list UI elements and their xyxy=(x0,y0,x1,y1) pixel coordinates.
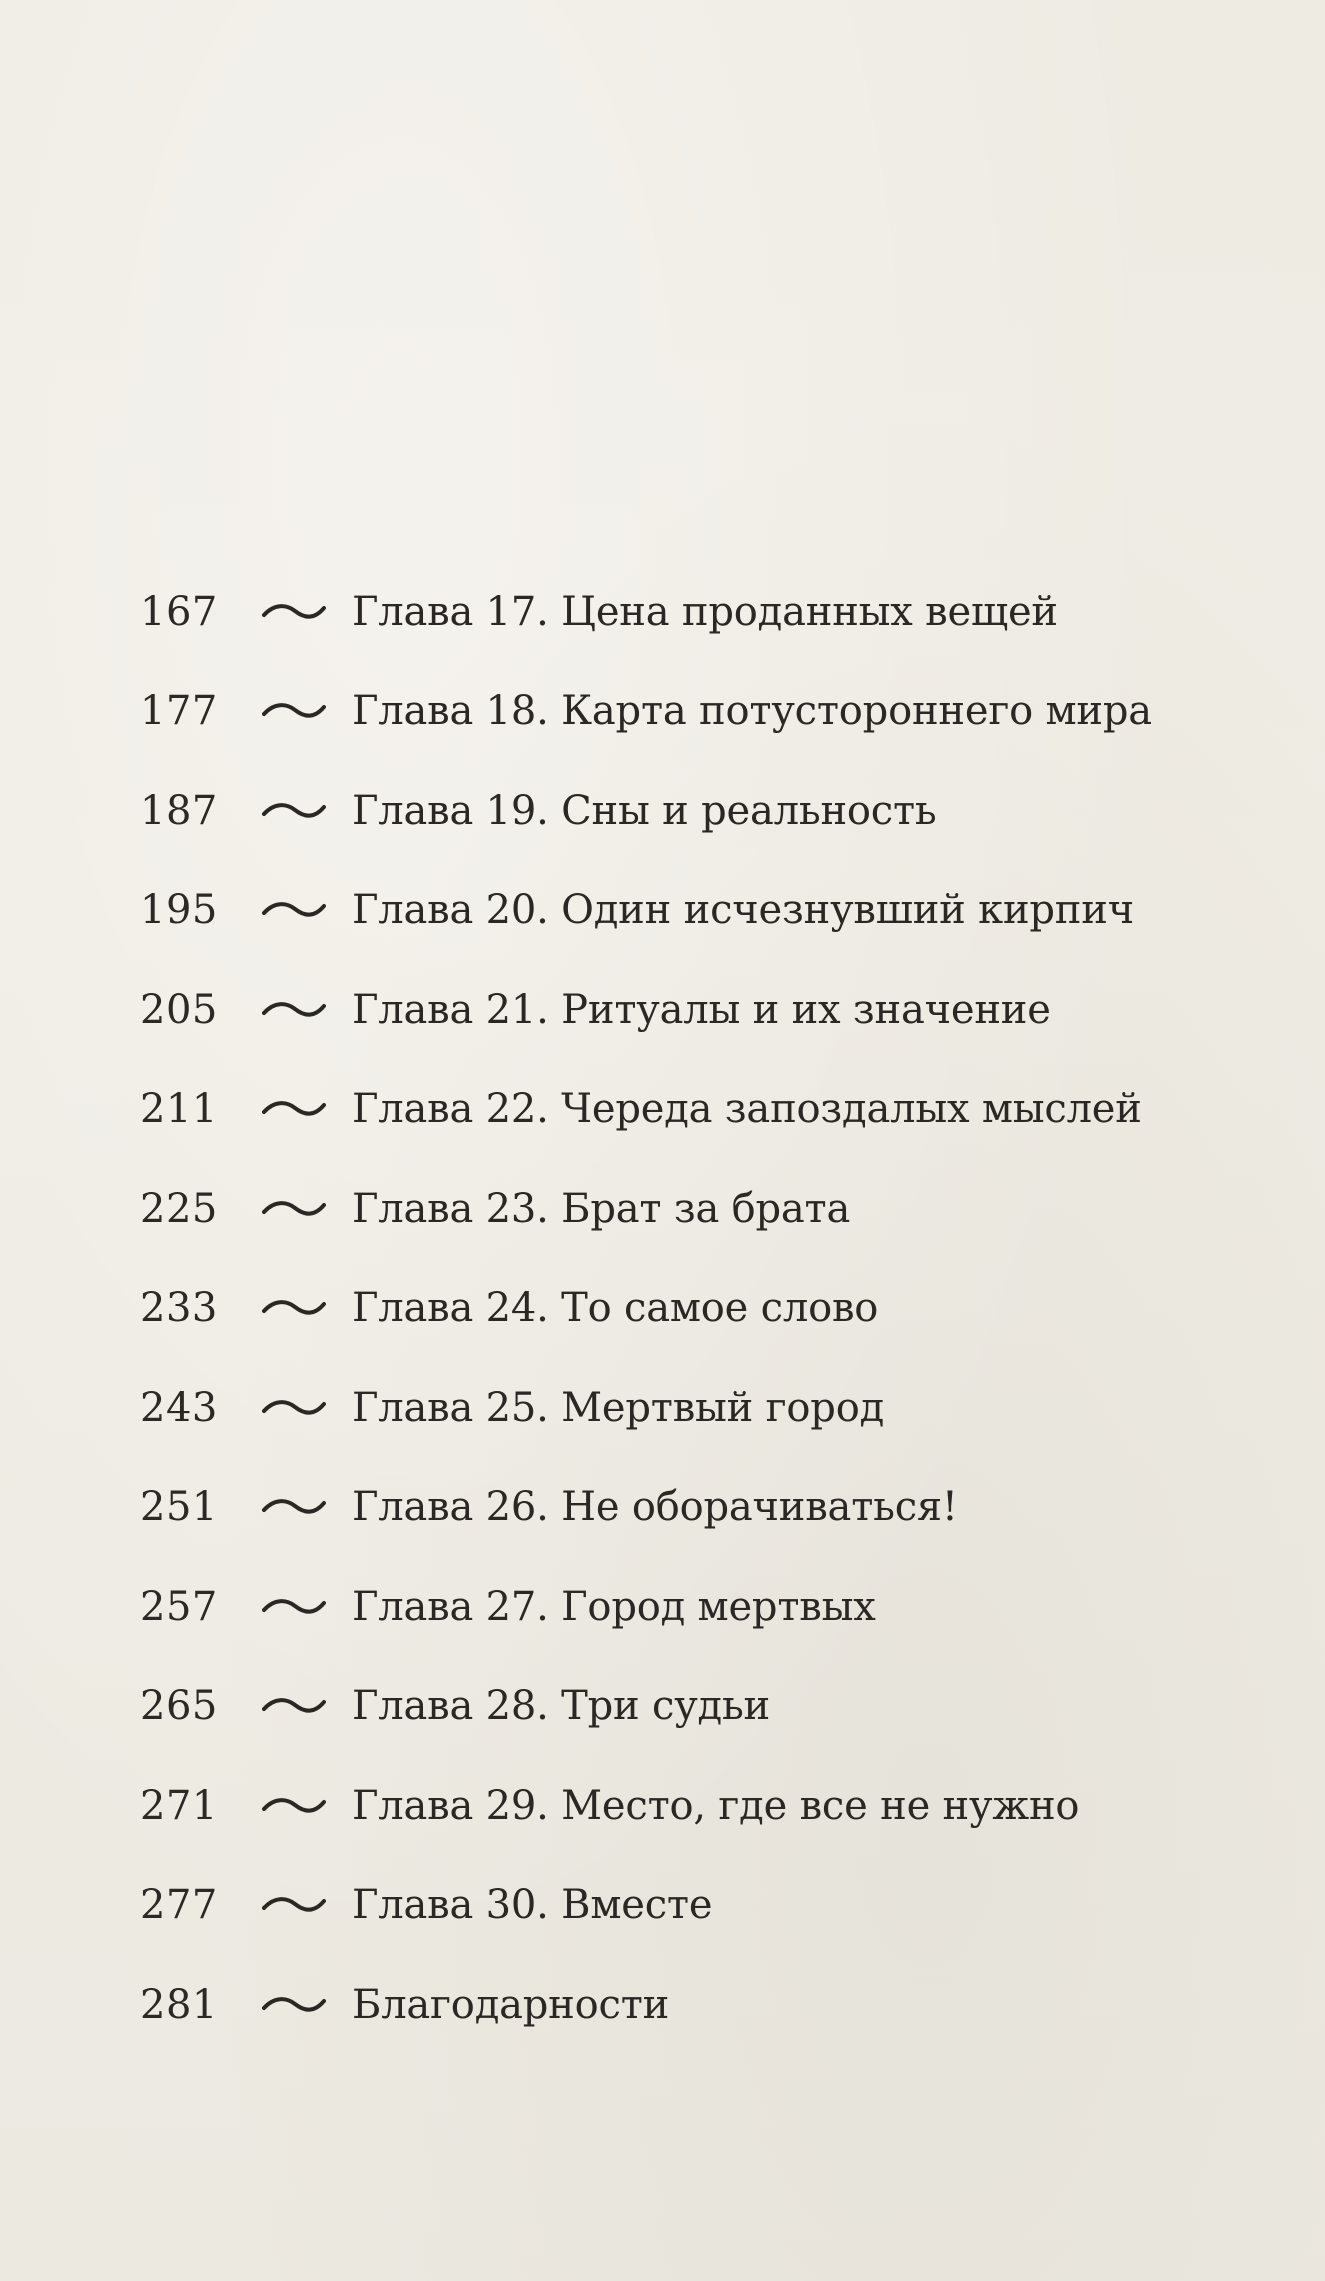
tilde-ornament-icon xyxy=(252,791,352,831)
toc-entry xyxy=(140,1259,1220,1359)
toc-entry-title: Глава 18. Карта потустороннего мира xyxy=(352,688,1152,735)
tilde-ornament-icon xyxy=(252,1288,352,1328)
tilde-ornament-icon xyxy=(252,1686,352,1726)
toc-page-number: 281 xyxy=(140,1981,218,2028)
tilde-ornament-icon xyxy=(252,1985,352,2025)
tilde-ornament-icon xyxy=(252,890,352,930)
toc-entry xyxy=(140,1458,1220,1558)
toc-page-number: 205 xyxy=(140,986,218,1033)
tilde-ornament-icon xyxy=(252,1587,352,1627)
toc-page-number: 195 xyxy=(140,887,218,934)
toc-entry xyxy=(140,562,1220,662)
tilde-ornament-icon xyxy=(252,1885,352,1925)
toc-entry xyxy=(140,960,1220,1060)
toc-page-number: 251 xyxy=(140,1484,218,1531)
toc-entry xyxy=(140,761,1220,861)
toc-page-number: 243 xyxy=(140,1384,218,1431)
toc-page-number: 225 xyxy=(140,1185,218,1232)
toc-page-number: 265 xyxy=(140,1683,218,1730)
toc-entry-title: Благодарности xyxy=(352,1981,670,2028)
toc-entry-title: Глава 24. То самое слово xyxy=(352,1285,879,1332)
toc-page-number: 167 xyxy=(140,588,218,635)
toc-entry-title: Глава 23. Брат за брата xyxy=(352,1185,851,1232)
toc-entry-title: Глава 26. Не оборачиваться! xyxy=(352,1484,958,1531)
toc-page-number: 211 xyxy=(140,1086,218,1133)
toc-entry-title: Глава 30. Вместе xyxy=(352,1882,713,1929)
toc-entry xyxy=(140,1358,1220,1458)
toc-entry-title: Глава 22. Череда запоздалых мыслей xyxy=(352,1086,1142,1133)
toc-entry xyxy=(140,1955,1220,2055)
tilde-ornament-icon xyxy=(252,691,352,731)
tilde-ornament-icon xyxy=(252,1089,352,1129)
table-of-contents xyxy=(140,562,1220,2055)
toc-entry xyxy=(140,1557,1220,1657)
toc-entry-title: Глава 25. Мертвый город xyxy=(352,1384,885,1431)
toc-page-number: 277 xyxy=(140,1882,218,1929)
tilde-ornament-icon xyxy=(252,1786,352,1826)
tilde-ornament-icon xyxy=(252,592,352,632)
toc-entry xyxy=(140,1856,1220,1956)
toc-entry-title: Глава 27. Город мертвых xyxy=(352,1583,876,1630)
toc-page-number: 233 xyxy=(140,1285,218,1332)
tilde-ornament-icon xyxy=(252,1189,352,1229)
toc-page-number: 257 xyxy=(140,1583,218,1630)
toc-entry xyxy=(140,1060,1220,1160)
toc-page-number: 187 xyxy=(140,787,218,834)
toc-entry-title: Глава 21. Ритуалы и их значение xyxy=(352,986,1051,1033)
toc-entry-title: Глава 28. Три судьи xyxy=(352,1683,771,1730)
toc-entry-title: Глава 29. Место, где все не нужно xyxy=(352,1782,1080,1829)
toc-entry-title: Глава 17. Цена проданных вещей xyxy=(352,588,1058,635)
toc-page-number: 271 xyxy=(140,1782,218,1829)
toc-page-number: 177 xyxy=(140,688,218,735)
tilde-ornament-icon xyxy=(252,990,352,1030)
toc-entry-title: Глава 20. Один исчезнувший кирпич xyxy=(352,887,1134,934)
toc-entry-title: Глава 19. Сны и реальность xyxy=(352,787,937,834)
toc-entry xyxy=(140,861,1220,961)
toc-entry xyxy=(140,662,1220,762)
toc-entry xyxy=(140,1159,1220,1259)
tilde-ornament-icon xyxy=(252,1388,352,1428)
toc-entry xyxy=(140,1657,1220,1757)
tilde-ornament-icon xyxy=(252,1487,352,1527)
toc-entry xyxy=(140,1756,1220,1856)
